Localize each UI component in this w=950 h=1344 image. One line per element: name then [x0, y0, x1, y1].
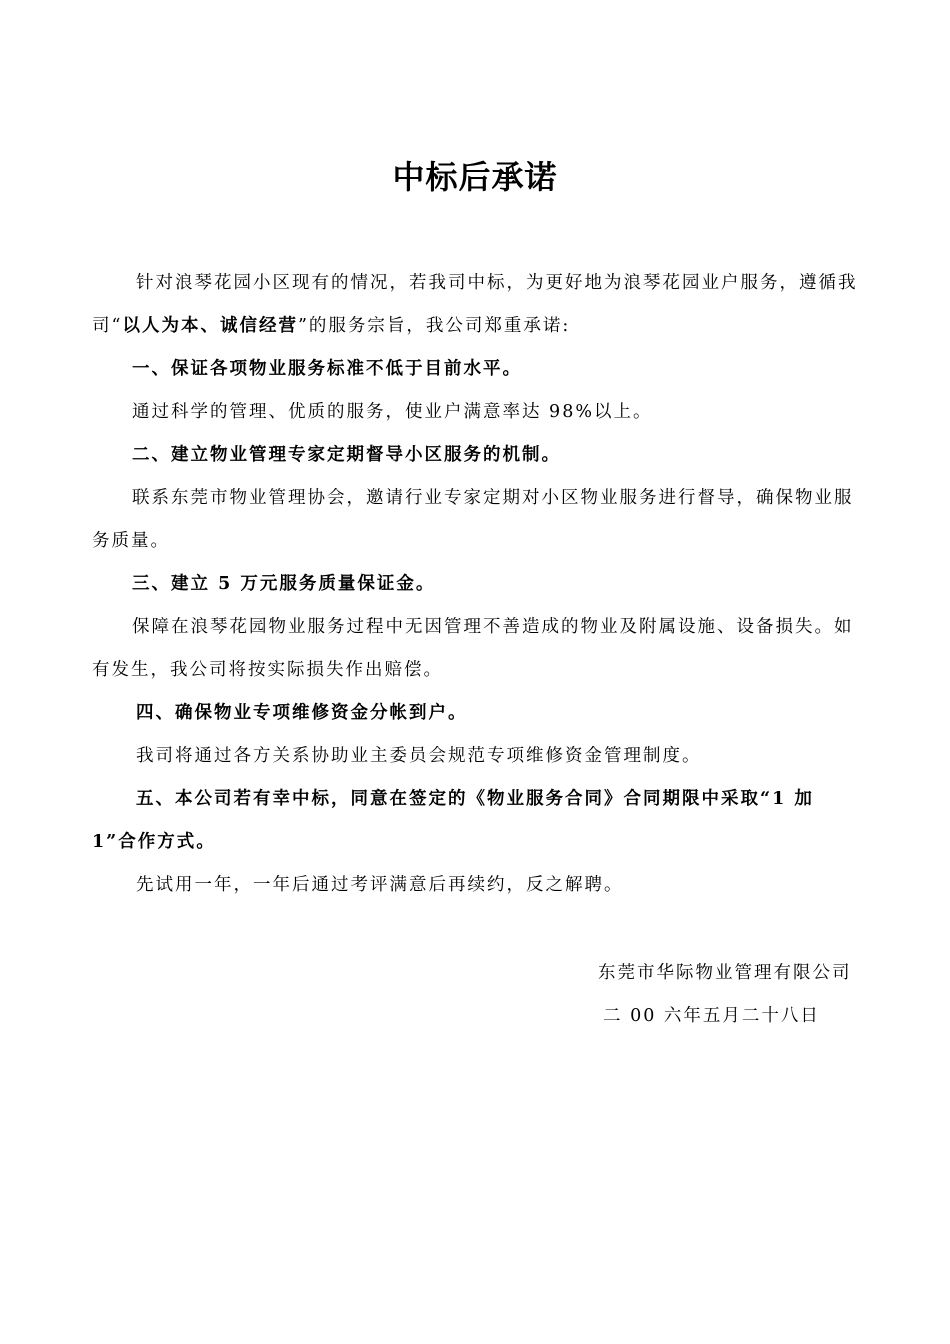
- item-2-body: 联系东莞市物业管理协会，邀请行业专家定期对小区物业服务进行督导，确保物业服务质量。: [92, 488, 854, 551]
- intro-text-start: 针对浪琴花园小区现有的情况，若我司中标，为更好地为浪琴花园业户服务，遵循我司“: [92, 273, 858, 336]
- item-1-heading: 一、保证各项物业服务标准不低于目前水平。: [132, 359, 522, 379]
- document-body: [92, 262, 862, 907]
- item-4-body: 我司将通过各方关系协助业主委员会规范专项维修资金管理制度。: [136, 746, 702, 766]
- item-2-heading: 二、建立物业管理专家定期督导小区服务的机制。: [132, 445, 561, 465]
- item-5-body: 先试用一年，一年后通过考评满意后再续约，反之解聘。: [136, 875, 624, 895]
- company-signature: 东莞市华际物业管理有限公司: [598, 963, 852, 983]
- item-3-heading: 三、建立 5 万元服务质量保证金。: [132, 574, 436, 594]
- document-date: 二 00 六年五月二十八日: [603, 1006, 820, 1026]
- item-5-heading: 五、本公司若有幸中标，同意在签定的《物业服务合同》合同期限中采取“1 加 1”合作方式。: [92, 789, 814, 852]
- intro-motto: 以人为本、诚信经营: [122, 316, 298, 336]
- item-4-heading: 四、确保物业专项维修资金分帐到户。: [136, 703, 468, 723]
- item-1-body: 通过科学的管理、优质的服务，使业户满意率达 98%以上。: [132, 402, 653, 422]
- intro-paragraph: [92, 262, 862, 348]
- document-title: 中标后承诺: [392, 158, 558, 196]
- intro-text-end: ”的服务宗旨，我公司郑重承诺:: [297, 316, 571, 336]
- item-3-body: 保障在浪琴花园物业服务过程中无因管理不善造成的物业及附属设施、设备损失。如有发生，我公司将按实际损失作出赔偿。: [92, 617, 854, 680]
